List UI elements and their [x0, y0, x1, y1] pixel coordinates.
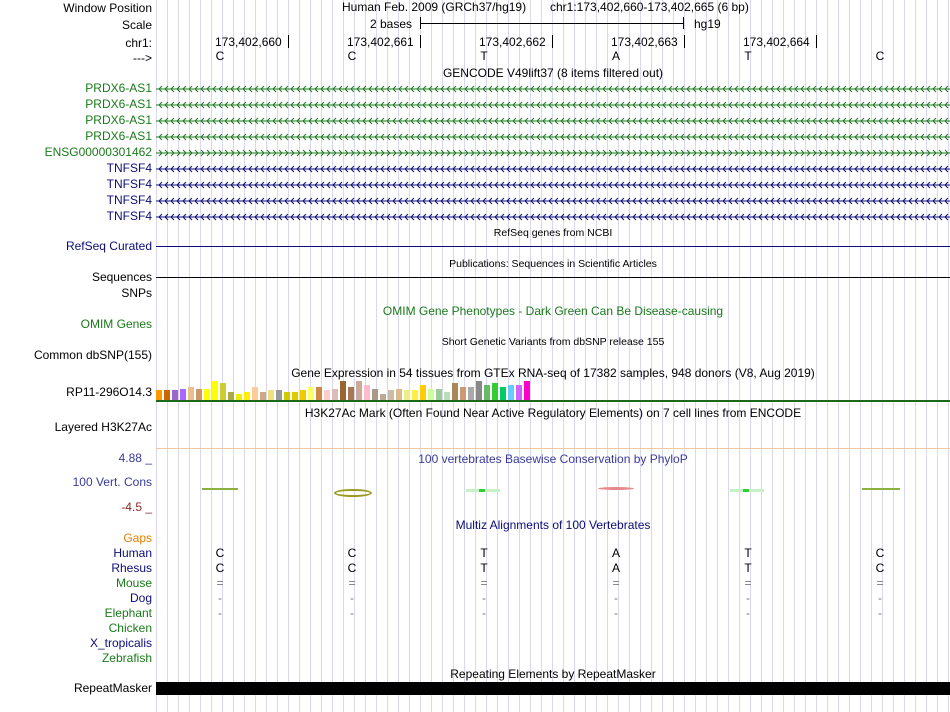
gtex-tissue-bar[interactable]	[172, 390, 178, 400]
gtex-tissue-bar[interactable]	[412, 390, 418, 400]
gtex-label[interactable]: RP11-296O14.3	[66, 385, 152, 399]
gtex-tissue-bar[interactable]	[524, 381, 530, 400]
reference-base: T	[744, 49, 752, 63]
alignment-base: -	[614, 591, 618, 605]
alignment-base: T	[480, 546, 488, 560]
alignment-base: =	[348, 576, 356, 590]
gtex-tissue-bar[interactable]	[444, 392, 450, 400]
track-labels	[0, 0, 154, 712]
gencode-gene-label[interactable]: PRDX6-AS1	[85, 97, 152, 111]
alignment-base: -	[746, 591, 750, 605]
gencode-gene-feature[interactable]	[156, 195, 950, 205]
gtex-tissue-bar[interactable]	[468, 387, 474, 400]
reference-base: C	[215, 49, 225, 63]
sequences-line[interactable]	[156, 277, 950, 278]
gtex-bars[interactable]	[156, 380, 950, 400]
gene-strand-arrows	[156, 148, 950, 158]
gtex-tissue-bar[interactable]	[388, 390, 394, 400]
cons-mark-3-core	[479, 489, 485, 492]
species-label[interactable]: Human	[113, 546, 152, 560]
reference-base: T	[480, 49, 488, 63]
alignment-base: C	[347, 561, 357, 575]
window-position-label: Window Position	[63, 1, 152, 15]
gencode-gene-feature[interactable]	[156, 179, 950, 189]
reference-base: C	[875, 49, 885, 63]
alignment-base: C	[875, 546, 885, 560]
gtex-tissue-bar[interactable]	[220, 383, 226, 400]
gtex-tissue-bar[interactable]	[252, 387, 258, 400]
alignment-base: -	[482, 591, 486, 605]
species-label[interactable]: Chicken	[108, 621, 152, 635]
gencode-gene-label[interactable]: PRDX6-AS1	[85, 129, 152, 143]
coord-label: 173,402,660	[215, 35, 282, 49]
gtex-tissue-bar[interactable]	[492, 383, 498, 400]
gtex-tissue-bar[interactable]	[156, 390, 162, 400]
position-text: chr1:173,402,660-173,402,665 (6 bp)	[550, 0, 749, 14]
cons-mark-5-core	[743, 489, 749, 492]
coord-tick	[420, 35, 421, 48]
gene-strand-arrows	[156, 100, 950, 110]
gencode-gene-label[interactable]: TNFSF4	[106, 209, 152, 223]
alignment-base: A	[611, 546, 620, 560]
scale-db: hg19	[694, 17, 721, 31]
gtex-tissue-bar[interactable]	[484, 385, 490, 400]
coord-label: 173,402,664	[743, 35, 810, 49]
alignment-base: =	[612, 576, 620, 590]
h3k27ac-baseline	[156, 448, 950, 449]
cons-min-label: -4.5 _	[121, 500, 152, 514]
gtex-tissue-bar[interactable]	[436, 389, 442, 400]
coord-tick	[288, 35, 289, 48]
gtex-tissue-bar[interactable]	[460, 387, 466, 400]
gtex-tissue-bar[interactable]	[372, 389, 378, 400]
species-label[interactable]: Rhesus	[111, 561, 152, 575]
gtex-tissue-bar[interactable]	[348, 387, 354, 400]
gtex-tissue-bar[interactable]	[196, 389, 202, 400]
gtex-tissue-bar[interactable]	[260, 392, 266, 400]
gencode-gene-feature[interactable]	[156, 211, 950, 221]
gencode-gene-feature[interactable]	[156, 83, 950, 93]
alignment-base: T	[744, 561, 752, 575]
gtex-tissue-bar[interactable]	[292, 392, 298, 400]
gencode-gene-label[interactable]: PRDX6-AS1	[85, 113, 152, 127]
alignment-base: -	[878, 606, 882, 620]
coord-tick	[684, 35, 685, 48]
gtex-tissue-bar[interactable]	[404, 390, 410, 400]
snps-label[interactable]: SNPs	[121, 286, 152, 300]
species-label[interactable]: Mouse	[115, 576, 152, 590]
gtex-tissue-bar[interactable]	[500, 387, 506, 400]
refseq-title: RefSeq genes from NCBI	[493, 227, 613, 239]
species-label[interactable]: Elephant	[104, 606, 152, 620]
gtex-tissue-bar[interactable]	[316, 387, 322, 400]
alignment-base: T	[480, 561, 488, 575]
alignment-base: C	[347, 546, 357, 560]
gtex-tissue-bar[interactable]	[420, 385, 426, 400]
alignment-base: C	[215, 546, 225, 560]
repeat-title: Repeating Elements by RepeatMasker	[450, 667, 656, 681]
scale-label: Scale	[121, 18, 152, 32]
gene-strand-arrows	[156, 212, 950, 222]
sequences-label[interactable]: Sequences	[91, 270, 152, 284]
gtex-gene-line	[156, 400, 950, 402]
alignment-base: -	[746, 606, 750, 620]
scale-bar	[420, 17, 684, 29]
gaps-label[interactable]: Gaps	[123, 531, 152, 545]
h3k27ac-label[interactable]: Layered H3K27Ac	[54, 420, 152, 434]
dbsnp-title: Short Genetic Variants from dbSNP release 155	[441, 336, 665, 348]
gtex-tissue-bar[interactable]	[212, 381, 218, 400]
gencode-title: GENCODE V49lift37 (8 items filtered out)	[442, 66, 664, 80]
gtex-tissue-bar[interactable]	[452, 383, 458, 400]
refseq-label[interactable]: RefSeq Curated	[65, 239, 152, 253]
coord-label: 173,402,661	[347, 35, 414, 49]
gtex-tissue-bar[interactable]	[364, 385, 370, 400]
alignment-base: C	[215, 561, 225, 575]
gtex-tissue-bar[interactable]	[324, 390, 330, 400]
sequences-title: Publications: Sequences in Scientific Articles	[449, 258, 657, 270]
gene-strand-arrows	[156, 180, 950, 190]
gtex-tissue-bar[interactable]	[516, 385, 522, 400]
multiz-title: Multiz Alignments of 100 Vertebrates	[455, 518, 651, 532]
cons-mark-4	[598, 487, 634, 490]
strand-label: --->	[133, 51, 152, 65]
alignment-base: =	[480, 576, 488, 590]
cons-mark-1	[202, 488, 238, 490]
gencode-gene-feature[interactable]	[156, 131, 950, 141]
cons-max-label: 4.88 _	[118, 451, 152, 465]
gencode-gene-feature[interactable]	[156, 147, 950, 157]
gtex-tissue-bar[interactable]	[300, 390, 306, 400]
gencode-gene-label[interactable]: PRDX6-AS1	[85, 81, 152, 95]
cons-mark-6	[862, 488, 900, 490]
coord-tick	[552, 35, 553, 48]
gtex-tissue-bar[interactable]	[428, 389, 434, 400]
track-image[interactable]	[156, 0, 950, 712]
omim-title: OMIM Gene Phenotypes - Dark Green Can Be Disease-causing	[382, 304, 724, 318]
gencode-gene-feature[interactable]	[156, 99, 950, 109]
cons-title: 100 vertebrates Basewise Conservation by PhyloP	[418, 452, 688, 466]
gtex-tissue-bar[interactable]	[228, 392, 234, 400]
h3k27ac-title: H3K27Ac Mark (Often Found Near Active Regulatory Elements) on 7 cell lines from ENCODE	[304, 406, 802, 420]
gene-strand-arrows	[156, 196, 950, 206]
gencode-gene-label[interactable]: ENSG00000301462	[44, 145, 152, 159]
gencode-gene-label[interactable]: TNFSF4	[106, 177, 152, 191]
assembly-title: Human Feb. 2009 (GRCh37/hg19)	[342, 0, 527, 14]
alignment-base: -	[218, 606, 222, 620]
alignment-base: -	[350, 591, 354, 605]
alignment-base: =	[744, 576, 752, 590]
gtex-tissue-bar[interactable]	[308, 387, 314, 400]
alignment-base: =	[876, 576, 884, 590]
gtex-tissue-bar[interactable]	[340, 381, 346, 400]
gtex-tissue-bar[interactable]	[332, 389, 338, 400]
species-label[interactable]: Zebrafish	[101, 651, 152, 665]
reference-base: C	[347, 49, 357, 63]
gene-strand-arrows	[156, 84, 950, 94]
scale-text: 2 bases	[370, 17, 413, 31]
coord-tick	[816, 35, 817, 48]
dbsnp-label[interactable]: Common dbSNP(155)	[33, 348, 152, 362]
gtex-tissue-bar[interactable]	[188, 387, 194, 400]
cons-mark-2	[334, 489, 372, 497]
gencode-gene-label[interactable]: TNFSF4	[106, 161, 152, 175]
reference-base: A	[611, 49, 620, 63]
gtex-tissue-bar[interactable]	[396, 389, 402, 400]
alignment-base: -	[482, 606, 486, 620]
gene-strand-arrows	[156, 164, 950, 174]
repeatmasker-label[interactable]: RepeatMasker	[73, 681, 152, 695]
gtex-tissue-bar[interactable]	[268, 390, 274, 400]
gencode-gene-feature[interactable]	[156, 163, 950, 173]
repeat-block[interactable]	[156, 682, 950, 695]
alignment-base: -	[350, 606, 354, 620]
alignment-base: -	[614, 606, 618, 620]
species-label[interactable]: Dog	[129, 591, 152, 605]
cons-label[interactable]: 100 Vert. Cons	[72, 475, 152, 489]
gtex-tissue-bar[interactable]	[284, 392, 290, 400]
alignment-base: C	[875, 561, 885, 575]
gtex-tissue-bar[interactable]	[164, 390, 170, 400]
gtex-tissue-bar[interactable]	[356, 381, 362, 400]
species-label[interactable]: X_tropicalis	[89, 636, 152, 650]
gencode-gene-feature[interactable]	[156, 115, 950, 125]
gtex-tissue-bar[interactable]	[276, 390, 282, 400]
alignment-base: A	[611, 561, 620, 575]
chrom-label: chr1:	[125, 36, 152, 50]
gtex-tissue-bar[interactable]	[508, 385, 514, 400]
gtex-title: Gene Expression in 54 tissues from GTEx RNA-seq of 17382 samples, 948 donors (V8, Aug 2019)	[291, 366, 815, 380]
gene-strand-arrows	[156, 132, 950, 142]
gtex-tissue-bar[interactable]	[476, 381, 482, 400]
gtex-tissue-bar[interactable]	[244, 392, 250, 400]
gene-strand-arrows	[156, 116, 950, 126]
alignment-base: -	[218, 591, 222, 605]
gencode-gene-label[interactable]: TNFSF4	[106, 193, 152, 207]
omim-label[interactable]: OMIM Genes	[80, 317, 152, 331]
coord-label: 173,402,663	[611, 35, 678, 49]
gtex-tissue-bar[interactable]	[204, 389, 210, 400]
alignment-base: -	[878, 591, 882, 605]
refseq-gene-line[interactable]	[156, 246, 950, 247]
coord-label: 173,402,662	[479, 35, 546, 49]
gtex-tissue-bar[interactable]	[180, 389, 186, 400]
alignment-base: T	[744, 546, 752, 560]
alignment-base: =	[216, 576, 224, 590]
